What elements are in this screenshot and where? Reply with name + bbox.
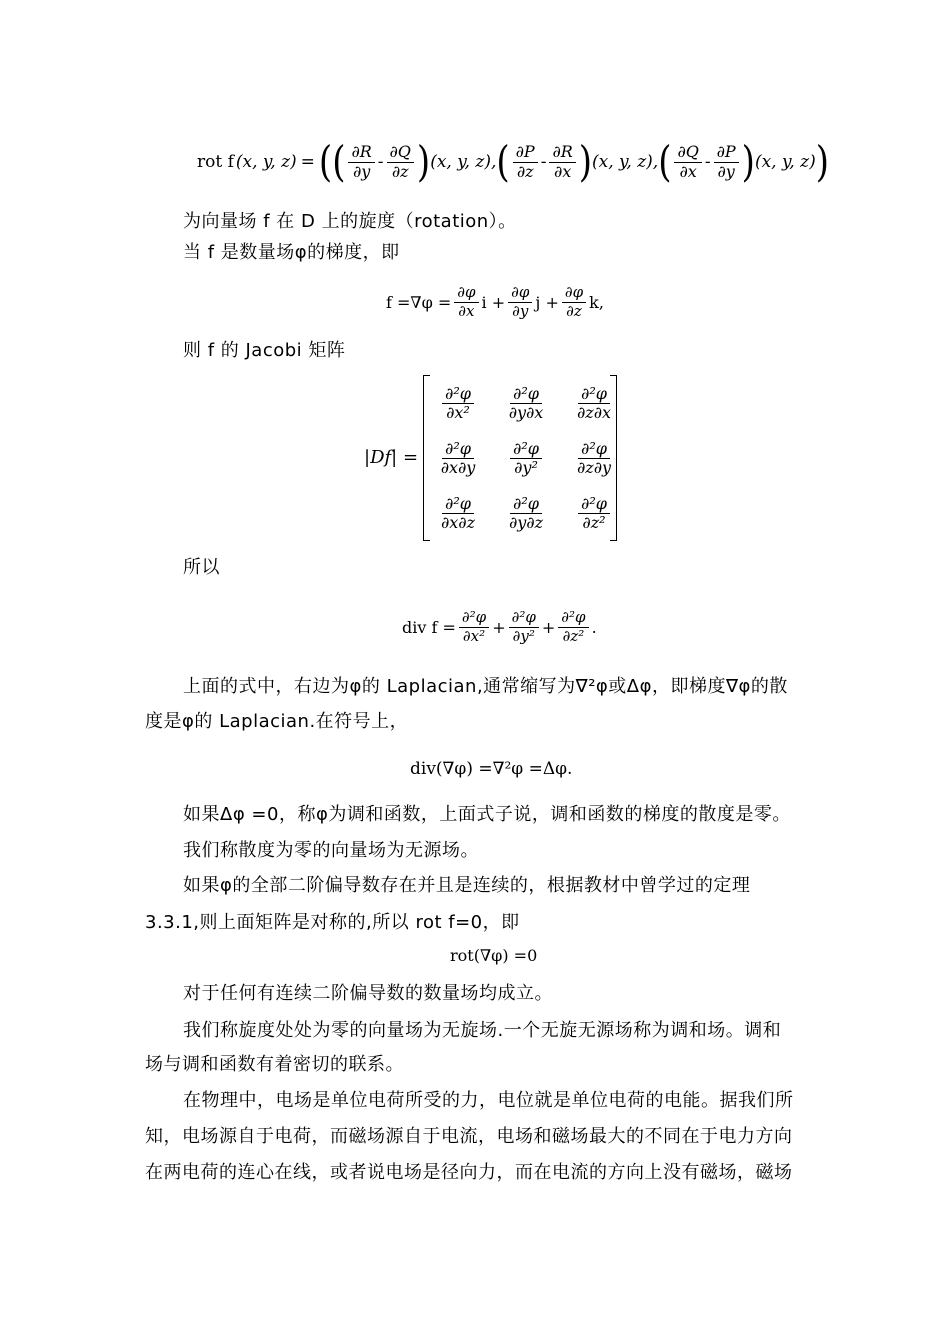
grad-term: j + <box>535 292 559 312</box>
plus-sign: + <box>541 617 556 637</box>
matrix-cell: $\frac{\text{∂²φ}}{\text{∂z²}}$ <box>578 495 610 533</box>
matrix-cell: $\frac{\text{∂²φ}}{\text{∂x²}}$ <box>442 385 474 423</box>
paren-close: ) <box>741 137 755 187</box>
text-line: 则 f 的 Jacobi 矩阵 <box>183 340 346 361</box>
text-line: 上面的式中，右边为φ的 Laplacian,通常缩写为∇²φ或Δφ，即梯度∇φ的散 <box>183 676 788 697</box>
text-line: 3.3.1,则上面矩阵是对称的,所以 rot f=0，即 <box>145 912 520 933</box>
matrix-cell: $\frac{\text{∂²φ}}{\partial x\partial y}$ <box>440 438 476 477</box>
paren-open: ( <box>496 137 510 187</box>
grad-term: i + <box>481 292 506 312</box>
minus-sign: - <box>377 152 384 172</box>
paren-close: ) <box>815 137 829 187</box>
gradient-formula <box>386 280 604 324</box>
fraction: $\frac{\partial\varphi}{\partial z}$ <box>562 284 586 320</box>
matrix-cell: $\frac{\text{∂²φ}}{\text{∂y²}}$ <box>510 440 542 478</box>
text-line: 知，电场源自于电荷，而磁场源自于电流，电场和磁场最大的不同在于电力方向 <box>145 1126 793 1147</box>
matrix-cell: $\frac{\text{∂²φ}}{\partial z\partial y}$ <box>576 438 611 477</box>
minus-sign: - <box>540 152 547 172</box>
text-line: 为向量场 f 在 D 上的旋度（rotation）。 <box>183 211 517 232</box>
paren-close: ) <box>416 137 431 187</box>
minus-sign: - <box>704 152 711 172</box>
grad-lhs: f =∇φ = <box>386 292 452 312</box>
paren-close: ) <box>578 137 593 187</box>
divergence-formula <box>402 603 597 651</box>
matrix-cell: $\frac{\text{∂²φ}}{\partial x\partial z}$ <box>441 493 475 532</box>
fraction: $\frac{\text{∂²φ}}{\text{∂x²}}$ <box>459 609 489 645</box>
rot-lhs: rot f <box>197 152 234 172</box>
paren-open: ( <box>332 137 346 187</box>
text-line: 场与调和函数有着密切的联系。 <box>145 1054 404 1075</box>
fraction: $\frac{\partial P}{\partial y}$ <box>714 143 739 181</box>
fraction: $\frac{\text{∂²φ}}{\text{∂y²}}$ <box>509 609 539 645</box>
fraction: $\frac{\partial\varphi}{\partial y}$ <box>508 284 532 320</box>
paren-open: ( <box>318 137 333 187</box>
grad-term: k, <box>589 292 604 312</box>
paren-open: ( <box>658 137 672 187</box>
text-line: 当 f 是数量场φ的梯度，即 <box>183 242 400 263</box>
text-line: 如果φ的全部二阶偏导数存在并且是连续的，根据教材中曾学过的定理 <box>183 875 751 896</box>
jacobi-lhs: |Df| = <box>364 447 419 468</box>
text-line: 度是φ的 Laplacian.在符号上， <box>145 711 409 732</box>
fraction: $\frac{\partial Q}{\partial x}$ <box>674 143 701 181</box>
text-line: 所以 <box>183 557 220 578</box>
rot-arg: (x, y, z), <box>430 152 497 172</box>
div-grad-formula: div(∇φ) =∇²φ =Δφ. <box>410 759 573 779</box>
text-line: 在两电荷的连心在线，或者说电场是径向力，而在电流的方向上没有磁场，磁场 <box>145 1162 793 1183</box>
matrix-cell: $\frac{\text{∂²φ}}{\partial z\partial x}$ <box>577 383 611 422</box>
rot-formula <box>197 136 829 188</box>
div-lhs: div f = <box>402 617 456 637</box>
fraction: $\frac{\partial Q}{\partial z}$ <box>387 143 414 181</box>
text-line: 对于任何有连续二阶偏导数的数量场均成立。 <box>183 983 553 1004</box>
matrix-cell: $\frac{\text{∂²φ}}{\partial y\partial x}$ <box>508 383 544 422</box>
matrix-cell: $\frac{\text{∂²φ}}{\partial y\partial z}$ <box>508 493 543 532</box>
jacobi-matrix <box>424 376 628 541</box>
fraction: $\frac{\partial R}{\partial y}$ <box>348 143 374 181</box>
rot-arg: (x, y, z) <box>754 152 816 172</box>
text-line: 我们称旋度处处为零的向量场为无旋场.一个无旋无源场称为调和场。调和 <box>183 1020 782 1041</box>
rot-args: (x, y, z) <box>235 152 297 172</box>
fraction: $\frac{\partial\varphi}{\partial x}$ <box>454 284 478 320</box>
fraction: $\frac{\partial R}{\partial x}$ <box>549 143 575 181</box>
text-line: 在物理中，电场是单位电荷所受的力，电位就是单位电荷的电能。据我们所 <box>183 1090 794 1111</box>
rot-grad-formula: rot(∇φ) =0 <box>450 946 538 965</box>
rot-arg: (x, y, z), <box>592 152 659 172</box>
fraction: $\frac{\partial P}{\partial z}$ <box>513 143 538 181</box>
fraction: $\frac{\text{∂²φ}}{\text{∂z²}}$ <box>558 609 588 645</box>
text-line: 我们称散度为零的向量场为无源场。 <box>183 840 479 861</box>
rot-eq: = <box>300 152 315 172</box>
text-line: 如果Δφ =0，称φ为调和函数，上面式子说，调和函数的梯度的散度是零。 <box>183 804 791 825</box>
period: . <box>591 617 597 637</box>
plus-sign: + <box>492 617 506 637</box>
